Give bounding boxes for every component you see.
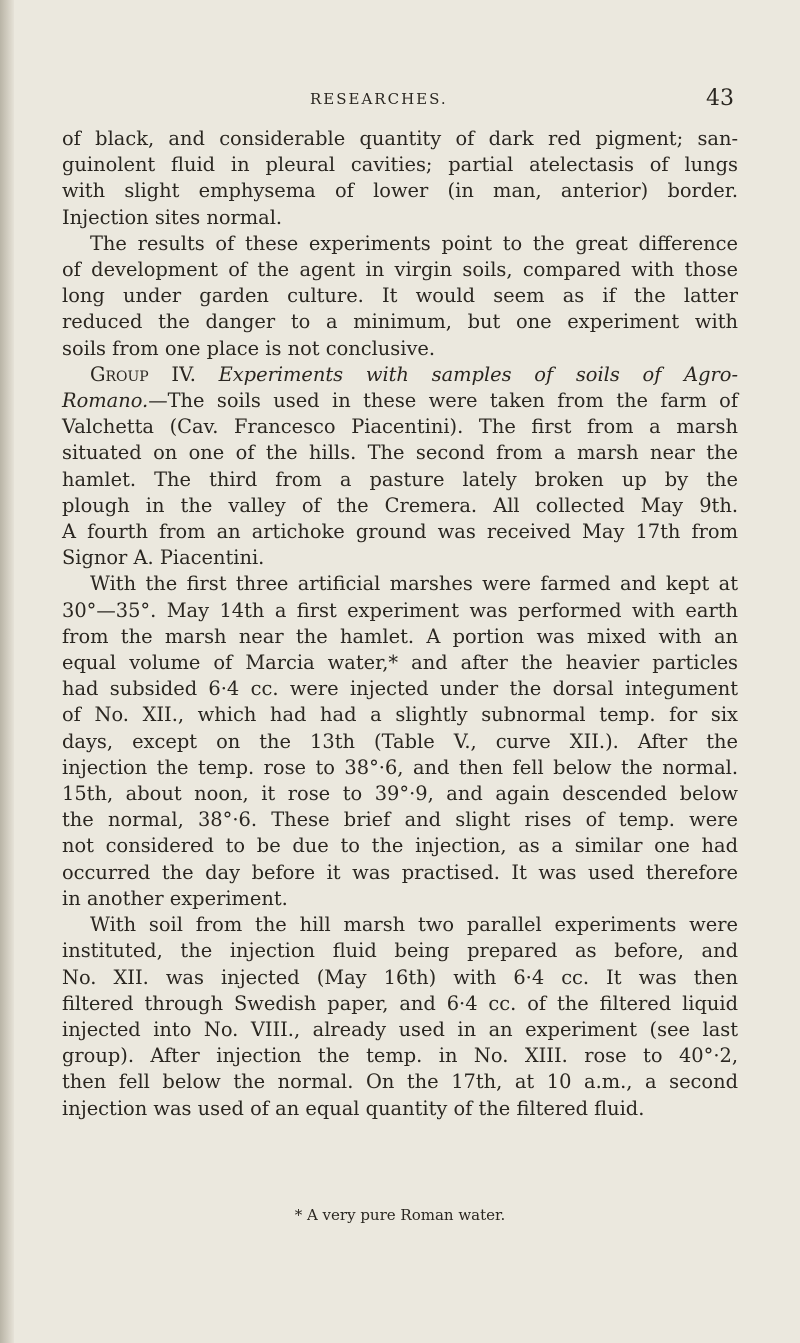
text-line: from the marsh near the hamlet. A portion was mixed with an [62, 624, 738, 648]
page-header [60, 86, 740, 116]
text-line: long under garden culture. It would seem as if the latter [62, 284, 738, 308]
text-line: equal volume of Marcia water,* and after the heavier particles [62, 651, 738, 675]
text-line: the normal, 38°·6. These brief and slight rises of temp. were [62, 808, 738, 832]
text-line: Signor A. Piacentini. [62, 546, 265, 570]
text-line: With soil from the hill marsh two parallel experiments were [90, 913, 738, 937]
group-title: Experiments with samples of soils of Agro- [218, 362, 739, 386]
text-line: injected into No. VIII., already used in an experiment (see last [62, 1017, 738, 1041]
text-line: Valchetta (Cav. Francesco Piacentini). The first from a marsh [62, 415, 738, 439]
text-line: with slight emphysema of lower (in man, anterior) border. [62, 179, 738, 203]
text-line: No. XII. was injected (May 16th) with 6·4 cc. It was then [62, 965, 738, 989]
text-line: of No. XII., which had had a slightly subnormal temp. for six [62, 703, 738, 727]
group-heading-line [62, 362, 738, 388]
text-line: instituted, the injection fluid being prepared as before, and [62, 939, 738, 963]
text-line: group). After injection the temp. in No. XIII. rose to 40°·2, [62, 1044, 738, 1068]
group-heading: Group IV. [90, 362, 196, 386]
text-line: soils from one place is not conclusive. [62, 336, 436, 360]
text-line: days, except on the 13th (Table V., curve XII.). After the [62, 729, 738, 753]
text-line: hamlet. The third from a pasture lately broken up by the [62, 467, 738, 491]
text-line [62, 388, 738, 414]
text-line: With the first three artificial marshes were farmed and kept at [90, 572, 738, 596]
text-line: had subsided 6·4 cc. were injected under the dorsal integument [62, 677, 738, 701]
text-line: in another experiment. [62, 886, 288, 910]
text-line: situated on one of the hills. The second from a marsh near the [62, 441, 738, 465]
text-line: 15th, about noon, it rose to 39°·9, and again descended below [62, 782, 738, 806]
text-line: filtered through Swedish paper, and 6·4 cc. of the filtered liquid [62, 991, 738, 1015]
text-line: injection was used of an equal quantity of the filtered fluid. [62, 1096, 645, 1120]
text-line: The results of these experiments point to the great difference [90, 231, 738, 255]
text-line: of development of the agent in virgin soils, compared with those [62, 258, 738, 282]
text-line: guinolent fluid in pleural cavities; partial atelectasis of lungs [62, 153, 738, 177]
text-line: not considered to be due to the injection, as a similar one had [62, 834, 738, 858]
footnote: * A very pure Roman water. [294, 1206, 506, 1224]
text-line: Injection sites normal. [62, 205, 283, 229]
text-line: injection the temp. rose to 38°·6, and then fell below the normal. [62, 755, 738, 779]
text-line: A fourth from an artichoke ground was received May 17th from [62, 520, 738, 544]
page-number: 43 [706, 86, 734, 111]
body-text [62, 126, 738, 1122]
running-head: RESEARCHES. [310, 90, 448, 108]
text-line: plough in the valley of the Cremera. All collected May 9th. [62, 493, 738, 517]
group-title-continued: Romano. [62, 389, 149, 413]
text-line: then fell below the normal. On the 17th, at 10 a.m., a second [62, 1070, 738, 1094]
text-line: 30°—35°. May 14th a first experiment was performed with earth [62, 598, 738, 622]
text-fragment: —The soils used in these were taken from the farm of [148, 389, 738, 413]
page-gutter-shadow [0, 0, 14, 1343]
text-line: of black, and considerable quantity of dark red pigment; san- [62, 127, 738, 150]
text-line: occurred the day before it was practised. It was used therefore [62, 860, 738, 884]
text-line: reduced the danger to a minimum, but one experiment with [62, 310, 738, 334]
